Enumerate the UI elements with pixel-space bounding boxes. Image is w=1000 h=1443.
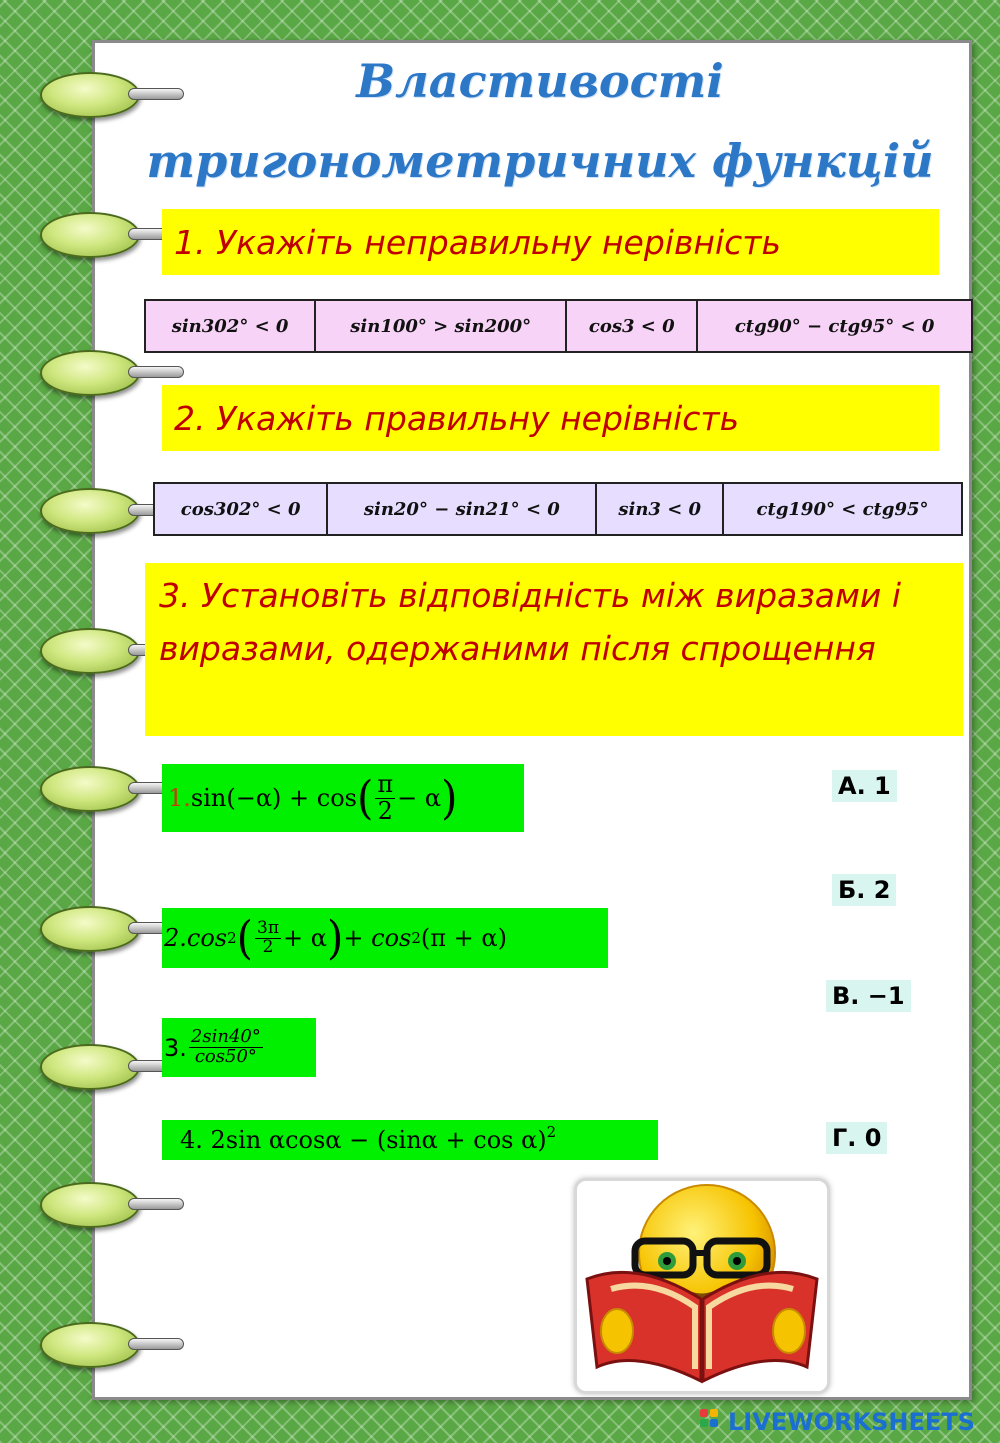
expression-1-fraction: $\frac{\pi}{2}$ [377,770,394,825]
expression-1[interactable]: 1. sin(−α) + cos ( $\frac{\pi}{2}$ − α ) [162,764,524,832]
task3-heading: 3. Установіть відповідність між виразами і виразами, одержаними після спрощення [145,563,963,736]
answer-v[interactable]: В. −1 [826,980,911,1012]
page-title-line2: тригонометричних функцій [146,134,934,188]
task1-option-2[interactable]: sin100° > sin200° [315,300,566,352]
task2-option-4[interactable]: ctg190° < ctg95° [723,483,962,535]
binder-ring-icon [40,350,140,396]
expression-3-fraction: $\frac{2\sin 40^\circ}{\cos 50^\circ}$ [190,1026,261,1067]
expression-2[interactable]: 2.cos 2 ( $\frac{3\pi}{2}$ + α ) + cos 2 (π + α) [162,908,608,968]
page-title-line1: Властивості [356,54,724,108]
binder-ring-icon [40,766,140,812]
binder-ring-icon [40,906,140,952]
expression-1-number: 1. [168,784,191,812]
expression-2-pre: 2.cos [164,924,228,952]
expression-4[interactable]: 4. 2sin αcosα − (sinα + cos α) $^2$ [162,1120,658,1160]
task1-options-table [144,299,973,353]
task1-heading: 1. Укажіть неправильну нерівність [162,209,939,275]
task2-options-table [153,482,963,536]
expression-3[interactable] [162,1018,316,1077]
liveworksheets-logo-text: LIVEWORKSHEETS [728,1408,975,1436]
answer-b[interactable]: Б. 2 [832,874,896,906]
task2-option-2[interactable]: sin20° − sin21° < 0 [327,483,596,535]
binder-ring-icon [40,1044,140,1090]
expression-1-pre: sin(−α) + cos [190,784,357,812]
task1-option-3[interactable]: cos3 < 0 [566,300,697,352]
reading-emoji-svg [577,1181,827,1391]
liveworksheets-logo-icon [700,1409,722,1435]
expression-4-text: 4. 2sin αcosα − (sinα + cos α) [180,1126,547,1154]
binder-ring-icon [40,488,140,534]
task2-option-3[interactable]: sin3 < 0 [596,483,723,535]
reading-emoji-icon [574,1178,830,1394]
answer-g[interactable]: Г. 0 [826,1122,887,1154]
task2-heading: 2. Укажіть правильну нерівність [162,385,939,451]
expression-3-pre: 3. [164,1033,187,1062]
expression-1-post: − α [397,784,442,812]
task1-option-1[interactable]: sin302° < 0 [145,300,315,352]
binder-ring-icon [40,628,140,674]
task2-option-1[interactable]: cos302° < 0 [154,483,327,535]
liveworksheets-logo [700,1404,1000,1440]
binder-ring-icon [40,212,140,258]
binder-ring-icon [40,1182,140,1228]
answer-a[interactable]: А. 1 [832,770,897,802]
binder-ring-icon [40,1322,140,1368]
expression-2-fraction: $\frac{3\pi}{2}$ [257,917,280,957]
task1-option-4[interactable]: ctg90° − ctg95° < 0 [697,300,972,352]
